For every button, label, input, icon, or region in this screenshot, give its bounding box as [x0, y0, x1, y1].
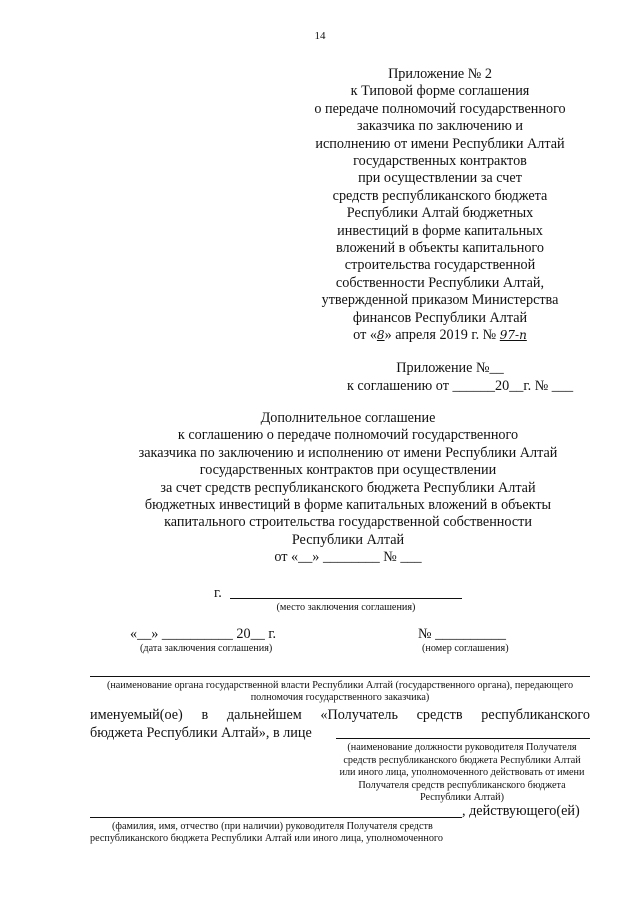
fio-caption-line2: республиканского бюджета Республики Алтай или иного лица, уполномоченного [90, 833, 443, 844]
agreement-appendix-line2: к соглашению от ______20__г. № ___ [346, 378, 574, 394]
title-line: государственных контрактов при осуществлении [199, 462, 497, 479]
appendix-line: к Типовой форме соглашения [350, 83, 530, 100]
signing-date-field: «__» __________ 20__ г. [130, 626, 277, 642]
position-field [336, 738, 590, 739]
title-line: капитального строительства государственной собственности [164, 514, 532, 531]
appendix-line: утвержденной приказом Министерства [321, 292, 559, 309]
place-caption: (место заключения соглашения) [276, 602, 416, 613]
page-number: 14 [314, 30, 326, 42]
appendix-line: о передаче полномочий государственного [314, 100, 566, 117]
place-field [230, 598, 462, 599]
agreement-number-field: № __________ [418, 626, 507, 642]
organ-caption-line1: (наименование органа государственной власти Республики Алтай (государственного органа), передающего [106, 680, 574, 691]
agreement-appendix-line1: Приложение №__ [396, 360, 504, 376]
acting-text: , действующего(ей) [462, 803, 580, 819]
position-caption-line: Получателя средств республиканского бюджета [358, 779, 566, 791]
title-line: бюджетных инвестиций в форме капитальных вложений в объекты [144, 497, 552, 514]
title-date-line: от «__» ________ № ___ [274, 549, 422, 566]
order-date-mid: » апреля 2019 г. № [384, 327, 500, 344]
appendix-line: инвестиций в форме капитальных [337, 222, 543, 239]
appendix-line: исполнению от имени Республики Алтай [315, 135, 565, 152]
body-line1: именуемый(ое) в дальнейшем «Получатель средств республиканского [90, 707, 590, 723]
order-number: 97-п [499, 328, 527, 343]
agreement-title [98, 410, 598, 567]
appendix-line: при осуществлении за счет [358, 170, 522, 187]
appendix-line: Приложение № 2 [388, 66, 492, 82]
position-caption-line: (наименование должности руководителя Получателя [347, 742, 577, 753]
appendix-line: средств республиканского бюджета [332, 187, 548, 204]
position-caption-line: Республики Алтай) [419, 792, 505, 804]
fio-field [90, 817, 462, 818]
appendix-line: Республики Алтай бюджетных [346, 205, 534, 222]
title-line: Дополнительное соглашение [260, 410, 436, 426]
position-caption-line: средств республиканского бюджета Республики Алтай [343, 754, 581, 766]
appendix-line: собственности Республики Алтай, [335, 274, 545, 291]
position-caption [326, 742, 598, 805]
body-line2: бюджета Республики Алтай», в лице [90, 725, 312, 741]
appendix-line: финансов Республики Алтай [352, 309, 528, 326]
order-date-day: 8 [376, 328, 385, 343]
order-date-prefix: от « [353, 327, 377, 344]
appendix-line: государственных контрактов [353, 153, 527, 170]
title-line: заказчика по заключению и исполнению от имени Республики Алтай [138, 444, 558, 461]
organ-caption-line2: полномочия государственного заказчика) [250, 692, 430, 703]
order-date-line [290, 327, 590, 344]
appendix-header [290, 66, 590, 345]
title-line: к соглашению о передаче полномочий государственного [177, 427, 519, 444]
title-line: Республики Алтай [291, 531, 405, 548]
position-caption-line: или иного лица, уполномоченного действовать от имени [339, 767, 585, 779]
appendix-line: строительства государственной [344, 257, 536, 274]
appendix-line: вложений в объекты капитального [336, 240, 544, 257]
place-prefix: г. [214, 585, 222, 601]
signing-date-caption: (дата заключения соглашения) [140, 643, 273, 654]
fio-caption-line1: (фамилия, имя, отчество (при наличии) руководителя Получателя средств [112, 821, 433, 832]
title-line: за счет средств республиканского бюджета Республики Алтай [160, 479, 536, 496]
appendix-line: заказчика по заключению и [357, 118, 523, 135]
organ-name-field [90, 676, 590, 677]
agreement-number-caption: (номер соглашения) [422, 643, 509, 654]
